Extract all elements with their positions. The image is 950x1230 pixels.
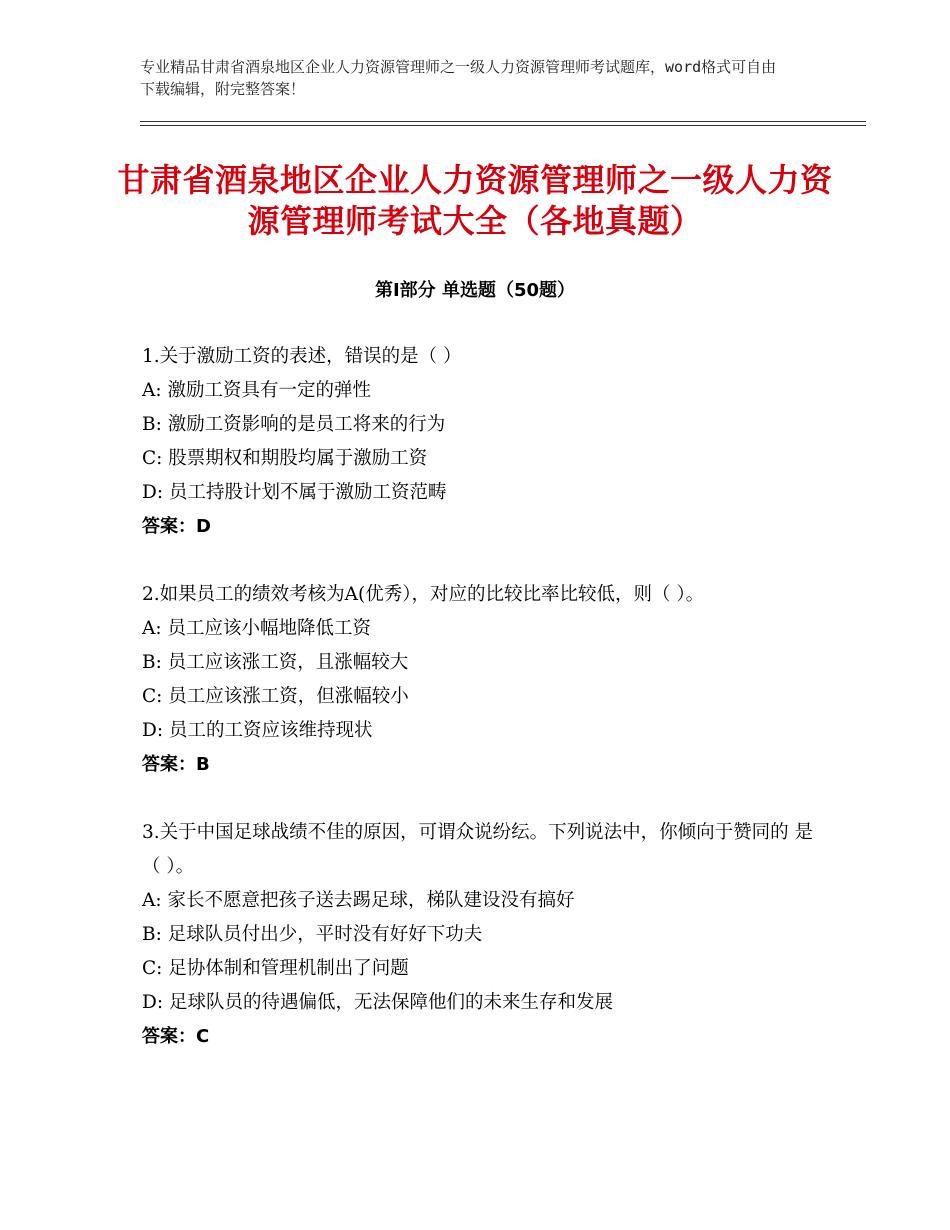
option-c: C: 员工应该涨工资，但涨幅较小 xyxy=(142,686,409,707)
option-b: B: 激励工资影响的是员工将来的行为 xyxy=(142,414,446,435)
header-divider-top xyxy=(140,121,866,122)
question-stem: 1.关于激励工资的表述，错误的是（ ） xyxy=(142,346,462,367)
option-a: A: 员工应该小幅地降低工资 xyxy=(142,618,371,639)
question-stem: 3.关于中国足球战绩不佳的原因，可谓众说纷纭。下列说法中，你倾向于赞同的 是（ ）。 xyxy=(142,822,814,877)
question-2 xyxy=(142,578,822,782)
question-stem: 2.如果员工的绩效考核为A(优秀），对应的比较比率比较低，则（ ）。 xyxy=(142,584,705,605)
option-a: A: 家长不愿意把孩子送去踢足球，梯队建设没有搞好 xyxy=(142,890,575,911)
answer: 答案：D xyxy=(142,516,211,537)
document-title: 甘肃省酒泉地区企业人力资源管理师之一级人力资源管理师考试大全（各地真题） xyxy=(117,161,833,240)
option-d: D: 员工持股计划不属于激励工资范畴 xyxy=(142,482,447,503)
question-1 xyxy=(142,340,822,544)
question-3 xyxy=(142,816,822,1054)
option-d: D: 员工的工资应该维持现状 xyxy=(142,720,373,741)
option-b: B: 足球队员付出少，平时没有好好下功夫 xyxy=(142,924,483,945)
question-list xyxy=(142,340,822,1088)
section-title: 第Ⅰ部分 单选题（50题） xyxy=(374,280,575,301)
header-note: 专业精品甘肃省酒泉地区企业人力资源管理师之一级人力资源管理师考试题库，word格式可自由下载编辑，附完整答案！ xyxy=(140,58,777,98)
option-b: B: 员工应该涨工资，且涨幅较大 xyxy=(142,652,409,673)
option-a: A: 激励工资具有一定的弹性 xyxy=(142,380,371,401)
header-divider-bottom xyxy=(140,125,866,126)
option-d: D: 足球队员的待遇偏低，无法保障他们的未来生存和发展 xyxy=(142,992,613,1013)
answer: 答案：C xyxy=(142,1026,210,1047)
answer: 答案：B xyxy=(142,754,210,775)
option-c: C: 股票期权和期股均属于激励工资 xyxy=(142,448,428,469)
option-c: C: 足协体制和管理机制出了问题 xyxy=(142,958,409,979)
